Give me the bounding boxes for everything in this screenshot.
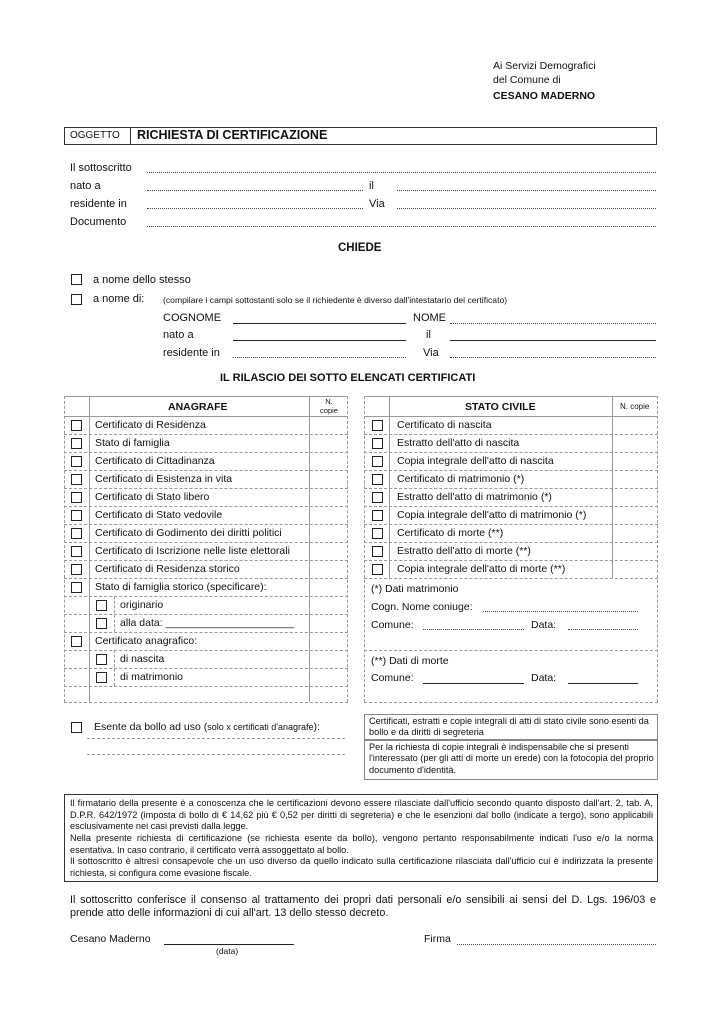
civil-checkbox-marriage-copy[interactable] bbox=[372, 510, 383, 521]
registry-checkbox-family[interactable] bbox=[71, 438, 82, 449]
request-born-field[interactable] bbox=[233, 340, 406, 341]
civil-item-marriage-copy: Copia integrale dell'atto di matrimonio (*) bbox=[397, 509, 587, 521]
registry-item-historic-family: Stato di famiglia storico (specificare): bbox=[95, 581, 267, 593]
request-residence-label: residente in bbox=[163, 347, 220, 359]
certificates-heading: IL RILASCIO DEI SOTTO ELENCATI CERTIFICATI bbox=[220, 372, 476, 384]
footer-signature-field[interactable] bbox=[457, 944, 656, 945]
registry-checkbox-residence[interactable] bbox=[71, 420, 82, 431]
footer-date-field[interactable] bbox=[164, 944, 294, 945]
civil-death-municipality-label: Comune: bbox=[371, 672, 414, 684]
civil-checkbox-death-extract[interactable] bbox=[372, 546, 383, 557]
footer-signature-label: Firma bbox=[424, 933, 451, 945]
recipient-line-2: del Comune di bbox=[493, 74, 561, 86]
civil-spouse-field[interactable] bbox=[483, 611, 638, 612]
request-firstname-label: NOME bbox=[413, 312, 446, 324]
registry-item-original: originario bbox=[120, 599, 164, 611]
registry-checkbox-at-date[interactable] bbox=[96, 618, 107, 629]
registry-checkbox-political-rights[interactable] bbox=[71, 528, 82, 539]
applicant-street-field[interactable] bbox=[397, 208, 656, 209]
footer-place: Cesano Maderno bbox=[70, 933, 151, 945]
registry-checkbox-widowed[interactable] bbox=[71, 510, 82, 521]
civil-header: STATO CIVILE bbox=[465, 401, 536, 413]
registry-item-at-date: alla data: ______________________ bbox=[120, 617, 295, 629]
registry-item-citizenship: Certificato di Cittadinanza bbox=[95, 455, 215, 467]
civil-death-date-field[interactable] bbox=[568, 683, 638, 684]
request-street-field[interactable] bbox=[450, 357, 656, 358]
registry-copies-header: N. copie bbox=[320, 397, 338, 415]
registry-checkbox-historic-family[interactable] bbox=[71, 582, 82, 593]
registry-checkbox-birth[interactable] bbox=[96, 654, 107, 665]
legal-notice-p3: Il sottoscritto è altresì consapevole che un uso diverso da quello indicato sulla certificazione rilasciata dall'ufficio cui è indirizzata la presente richiesta, si configura come evasione fiscale. bbox=[70, 856, 653, 878]
applicant-born-date-field[interactable] bbox=[397, 190, 656, 191]
applicant-document-label: Documento bbox=[70, 216, 127, 228]
request-street-label: Via bbox=[423, 347, 439, 359]
civil-note-1: Certificati, estratti e copie integrali di atti di stato civile sono esenti da bollo e da diritti di segreteria bbox=[369, 716, 649, 737]
registry-checkbox-original[interactable] bbox=[96, 600, 107, 611]
footer-date-caption: (data) bbox=[216, 946, 239, 956]
civil-spouse-label: Cogn. Nome coniuge: bbox=[371, 601, 473, 613]
civil-date-label: Data: bbox=[531, 619, 557, 631]
registry-item-single: Certificato di Stato libero bbox=[95, 491, 210, 503]
registry-checkbox-registry-cert[interactable] bbox=[71, 636, 82, 647]
legal-notice-p1: Il firmatario della presente è a conoscenza che le certificazioni devono essere rilasciate dall'ufficio secondo quanto disposto dall'art. 2, tab. A, D.P.R. 642/1972 (imposta di bollo di € 14,62 più € 0,52 per diritti di segreteria) e che le esenzioni dal bollo (indicate a tergo), sono applicabili esclusivamente nei casi previsti dalla legge. bbox=[70, 798, 653, 832]
applicant-born-label: nato a bbox=[70, 180, 101, 192]
civil-item-birth-extract: Estratto dell'atto di nascita bbox=[397, 437, 520, 449]
civil-checkbox-birth-extract[interactable] bbox=[372, 438, 383, 449]
civil-item-marriage-extract: Estratto dell'atto di matrimonio (*) bbox=[397, 491, 552, 503]
request-firstname-field[interactable] bbox=[450, 323, 656, 324]
registry-checkbox-historic-residence[interactable] bbox=[71, 564, 82, 575]
applicant-born-date-label: il bbox=[369, 180, 374, 192]
request-born-label: nato a bbox=[163, 329, 194, 341]
subject-label: OGGETTO bbox=[70, 130, 120, 141]
applicant-document-field[interactable] bbox=[147, 226, 656, 227]
applicant-residence-field[interactable] bbox=[147, 208, 363, 209]
registry-item-registry-cert: Certificato anagrafico: bbox=[95, 635, 198, 647]
civil-item-marriage-cert: Certificato di matrimonio (*) bbox=[397, 473, 525, 485]
request-surname-label: COGNOME bbox=[163, 312, 222, 324]
request-born-date-label: il bbox=[426, 329, 431, 341]
request-surname-field[interactable] bbox=[233, 323, 406, 324]
request-residence-field[interactable] bbox=[233, 357, 406, 358]
applicant-street-label: Via bbox=[369, 198, 385, 210]
subject-divider bbox=[130, 127, 131, 145]
civil-item-death-cert: Certificato di morte (**) bbox=[397, 527, 504, 539]
civil-item-birth-cert: Certificato di nascita bbox=[397, 419, 492, 431]
registry-item-political-rights: Certificato di Godimento dei diritti politici bbox=[95, 527, 282, 539]
civil-copies-header: N. copie bbox=[620, 402, 650, 411]
applicant-born-field[interactable] bbox=[147, 190, 363, 191]
registry-checkbox-electoral[interactable] bbox=[71, 546, 82, 557]
civil-death-municipality-field[interactable] bbox=[423, 683, 524, 684]
legal-notice-p2: Nella presente richiesta di certificazione (se richiesta esente da bollo), vengono pertanto responsabilmente indicati l'uso e/o la norma esentativa. In caso contrario, il certificato verrà assoggettato al bollo. bbox=[70, 833, 653, 855]
request-born-date-field[interactable] bbox=[450, 340, 656, 341]
request-other-label: a nome di: bbox=[93, 293, 145, 305]
registry-checkbox-citizenship[interactable] bbox=[71, 456, 82, 467]
registry-item-widowed: Certificato di Stato vedovile bbox=[95, 509, 223, 521]
stamp-exempt-label: Esente da bollo ad uso (solo x certificati d'anagrafe): bbox=[94, 721, 320, 733]
request-other-note: (compilare i campi sottostanti solo se il richiedente è diverso dall'intestatario del certificato) bbox=[163, 295, 508, 305]
civil-item-death-copy: Copia integrale dell'atto di morte (**) bbox=[397, 563, 566, 575]
request-self-checkbox[interactable] bbox=[71, 274, 82, 285]
registry-item-electoral: Certificato di Iscrizione nelle liste elettorali bbox=[95, 545, 290, 557]
applicant-residence-label: residente in bbox=[70, 198, 127, 210]
stamp-exempt-use-field[interactable] bbox=[87, 738, 345, 739]
civil-checkbox-birth-cert[interactable] bbox=[372, 420, 383, 431]
registry-item-marriage: di matrimonio bbox=[120, 671, 184, 683]
civil-item-birth-copy: Copia integrale dell'atto di nascita bbox=[397, 455, 554, 467]
registry-item-residence: Certificato di Residenza bbox=[95, 419, 206, 431]
registry-item-historic-residence: Certificato di Residenza storico bbox=[95, 563, 240, 575]
civil-death-data-label: (**) Dati di morte bbox=[371, 655, 449, 667]
registry-item-birth: di nascita bbox=[120, 653, 165, 665]
registry-checkbox-marriage[interactable] bbox=[96, 672, 107, 683]
registry-header: ANAGRAFE bbox=[168, 401, 228, 413]
civil-checkbox-birth-copy[interactable] bbox=[372, 456, 383, 467]
civil-checkbox-marriage-cert[interactable] bbox=[372, 474, 383, 485]
civil-checkbox-death-cert[interactable] bbox=[372, 528, 383, 539]
recipient-city: CESANO MADERNO bbox=[493, 90, 596, 102]
stamp-exempt-checkbox[interactable] bbox=[71, 722, 82, 733]
registry-checkbox-single[interactable] bbox=[71, 492, 82, 503]
request-self-label: a nome dello stesso bbox=[93, 274, 191, 286]
civil-marriage-data-label: (*) Dati matrimonio bbox=[371, 583, 459, 595]
applicant-name-field[interactable] bbox=[147, 172, 656, 173]
registry-checkbox-alive[interactable] bbox=[71, 474, 82, 485]
civil-municipality-label: Comune: bbox=[371, 619, 414, 631]
request-heading: CHIEDE bbox=[338, 242, 382, 254]
registry-item-family: Stato di famiglia bbox=[95, 437, 170, 449]
civil-date-field[interactable] bbox=[568, 629, 638, 630]
subject-title: RICHIESTA DI CERTIFICAZIONE bbox=[137, 128, 328, 142]
consent-text: Il sottoscritto conferisce il consenso al trattamento dei propri dati personali e/o sensibili ai sensi del D. Lgs. 196/03 e prende atto delle informazioni di cui all'art. 13 dello stesso decreto. bbox=[70, 894, 656, 919]
civil-item-death-extract: Estratto dell'atto di morte (**) bbox=[397, 545, 531, 557]
civil-death-date-label: Data: bbox=[531, 672, 557, 684]
civil-note-2: Per la richiesta di copie integrali è indispensabile che si presenti l'interessato (per gli atti di morte un erede) con la fotocopia del proprio documento d'identità. bbox=[369, 742, 654, 775]
civil-checkbox-death-copy[interactable] bbox=[372, 564, 383, 575]
request-other-checkbox[interactable] bbox=[71, 294, 82, 305]
recipient-line-1: Ai Servizi Demografici bbox=[493, 60, 596, 72]
stamp-exempt-note: solo x certificati d'anagrafe bbox=[207, 722, 314, 732]
stamp-exempt-use-field-2[interactable] bbox=[87, 754, 345, 755]
applicant-name-label: Il sottoscritto bbox=[70, 162, 132, 174]
registry-item-alive: Certificato di Esistenza in vita bbox=[95, 473, 233, 485]
civil-municipality-field[interactable] bbox=[423, 629, 524, 630]
civil-checkbox-marriage-extract[interactable] bbox=[372, 492, 383, 503]
